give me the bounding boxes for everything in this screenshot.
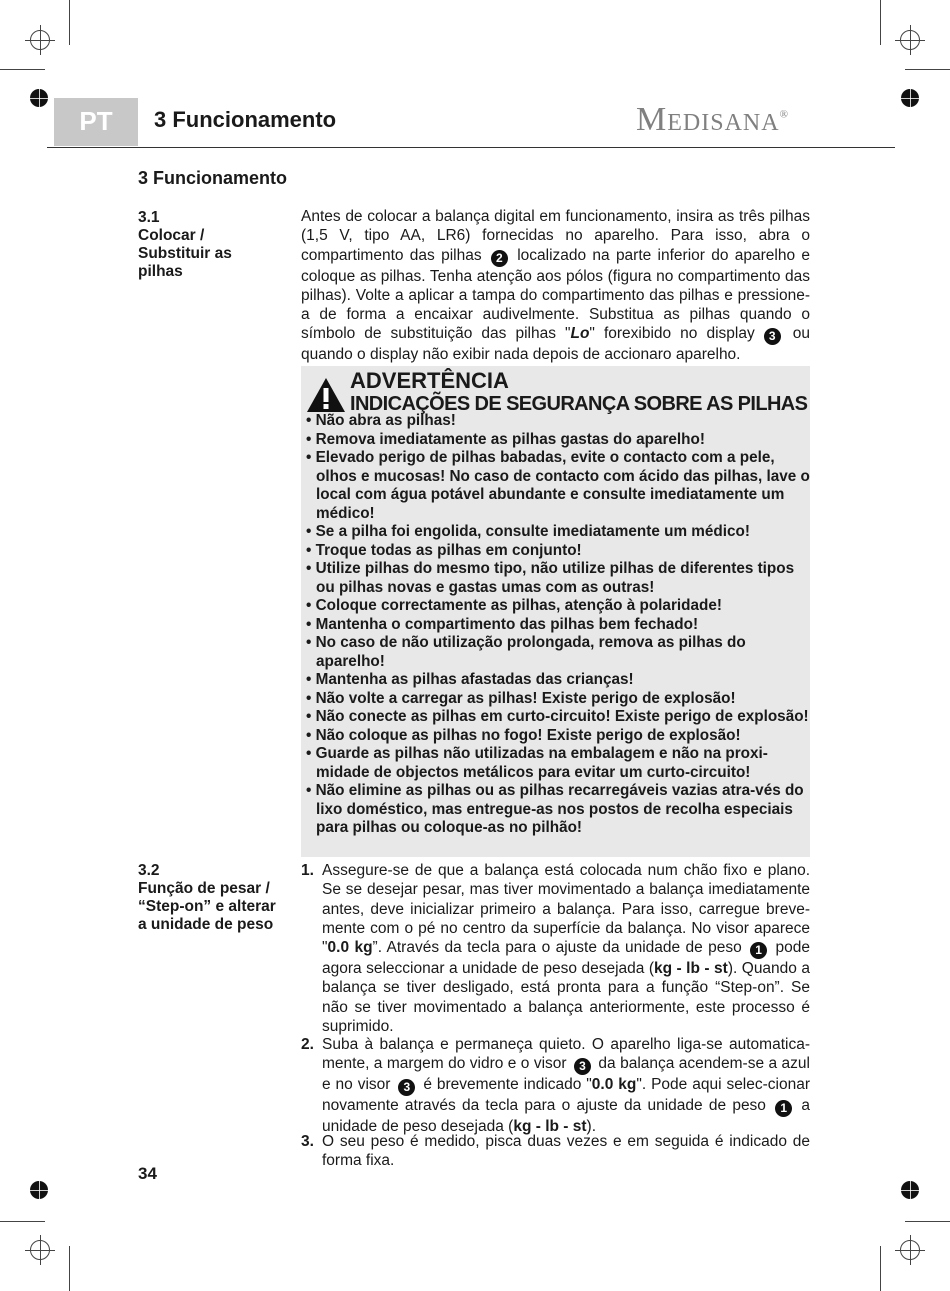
brand-name: Medisana [636, 101, 780, 138]
step-2 [301, 1035, 810, 1137]
list-item: • Guarde as pilhas não utilizadas na embalagem e não na proxi-midade de objectos metálicos para evitar um curto-circuito! [306, 745, 768, 781]
text-segment: ou quando o display não exibir nada depois de accionaro aparelho. [301, 325, 811, 364]
step-text [322, 861, 810, 1036]
list-item: • Utilize pilhas do mesmo tipo, não utilize pilhas de diferentes tipos ou pilhas novas e gastas umas com as outras! [306, 560, 795, 596]
list-item: • Elevado perigo de pilhas babadas, evite o contacto com a pele, olhos e mucosas! No caso de contacto com ácido das pilhas, lave o local com água potável abundante e consulte imediatamente um médico! [306, 449, 810, 522]
step-number: 2. [301, 1036, 314, 1053]
section-3-2-label: 3.2 Função de pesar / “Step-on” e alterar a unidade de peso [138, 862, 276, 933]
list-item: • Mantenha o compartimento das pilhas bem fechado! [306, 615, 699, 633]
text-segment: ”. Através da tecla para o ajuste da unidade de peso [372, 939, 742, 957]
lo-symbol: Lo [570, 325, 590, 343]
unit-options: kg - lb - st [654, 960, 728, 978]
unit-options: kg - lb - st [513, 1118, 587, 1136]
list-item: • Se a pilha foi engolida, consulte imediatamente um médico! [306, 523, 750, 540]
header-rule [47, 147, 895, 148]
step-text: O seu peso é medido, pisca duas vezes e em seguida é indicado de forma fixa. [322, 1133, 810, 1170]
list-item: • Coloque correctamente as pilhas, atenção à polaridade! [306, 597, 722, 614]
text-segment: ". Pode aqui selec-cionar novamente através da tecla para o ajuste da unidade de peso [322, 1076, 811, 1115]
text-segment: Antes de colocar a balança digital em funcionamento, insira as três pilhas (1,5 V, tipo AA, LR6) fornecidas no aparelho. Para isso, abra o compartimento das pilhas [301, 208, 810, 264]
weight-readout: 0.0 kg [327, 939, 373, 957]
unit-key-number-icon: 1 [775, 1100, 792, 1117]
warning-list [306, 412, 810, 838]
text-segment: ). [586, 1118, 596, 1136]
battery-compartment-number-icon: 2 [491, 250, 508, 267]
warning-title: ADVERTÊNCIA [350, 368, 509, 393]
text-segment: " forexibido no display [589, 325, 755, 343]
section-3-1-label: 3.1 Colocar / Substituir as pilhas [138, 209, 232, 280]
list-item: • Não elimine as pilhas ou as pilhas recarregáveis vazias atra-vés do lixo doméstico, mas entregue-as nos postos de recolha especiais para pilhas ou coloque-as no pilhão! [306, 782, 804, 836]
text-segment: da balança acendem-se a azul e no visor [322, 1055, 810, 1094]
list-item: • No caso de não utilização prolongada, remova as pilhas do aparelho! [306, 634, 746, 670]
list-item: • Não volte a carregar as pilhas! Existe perigo de explosão! [306, 689, 736, 707]
warning-subtitle: INDICAÇÕES DE SEGURANÇA SOBRE AS PILHAS [350, 393, 808, 415]
text-segment: ). Quando a balança se tiver desligado, está pronta para a função “Step-on”. Se não se tiver movimentado a balança anteriormente, este processo é suprimido. [322, 960, 810, 1036]
unit-key-number-icon: 1 [750, 942, 767, 959]
list-item: • Troque todas as pilhas em conjunto! [306, 541, 582, 559]
display-number-icon: 3 [574, 1058, 591, 1075]
section-title: 3 Funcionamento [138, 168, 288, 188]
step-number: 3. [301, 1133, 314, 1150]
step-3 [301, 1132, 810, 1171]
language-tab: PT [54, 98, 138, 146]
text-segment: Assegure-se de que a balança está colocada num chão fixo e plano. Se se desejar pesar, mas tiver movimentado a balança imediatamente antes, deve inicializar primeiro a balança. Para isso, carregue breve-mente com o pé no centro da superfície da balança. No visor aparece " [322, 862, 810, 957]
list-item: • Não conecte as pilhas em curto-circuito! Existe perigo de explosão! [306, 708, 809, 725]
list-item: • Não abra as pilhas! [306, 412, 456, 429]
step-number: 1. [301, 862, 314, 879]
warning-triangle-icon [306, 377, 346, 413]
step-text [322, 1035, 810, 1137]
text-segment: pode agora seleccionar a unidade de peso desejada ( [322, 939, 810, 978]
text-segment: localizado na parte inferior do aparelho e coloque as pilhas. Tenha atenção aos pólos (figura no compartimento das pilhas). Volte a aplicar a tampa do compartimento das pilhas e pressione-a de forma a encaixar audivelmente. Substitua as pilhas quando o símbolo de substituição das pilhas " [301, 246, 810, 343]
list-item: • Remova imediatamente as pilhas gastas do aparelho! [306, 430, 705, 448]
display-number-icon: 3 [764, 328, 781, 345]
text-segment: Suba à balança e permaneça quieto. O aparelho liga-se automatica-mente, a margem do vidro e o visor [322, 1036, 810, 1073]
brand-registered-mark: ® [779, 108, 789, 121]
battery-safety-warning [301, 366, 810, 857]
section-3-1-text [301, 207, 810, 365]
brand-logo [636, 101, 789, 139]
page-number: 34 [138, 1164, 157, 1183]
header-title: 3 Funcionamento [154, 107, 337, 132]
text-segment: é brevemente indicado " [423, 1076, 592, 1094]
list-item: • Não coloque as pilhas no fogo! Existe perigo de explosão! [306, 726, 741, 744]
text-segment: a unidade de peso desejada ( [322, 1097, 810, 1136]
display-number-icon: 3 [398, 1079, 415, 1096]
list-item: • Mantenha as pilhas afastadas das crianças! [306, 671, 634, 688]
step-1 [301, 861, 810, 1036]
weight-readout: 0.0 kg [591, 1076, 637, 1094]
